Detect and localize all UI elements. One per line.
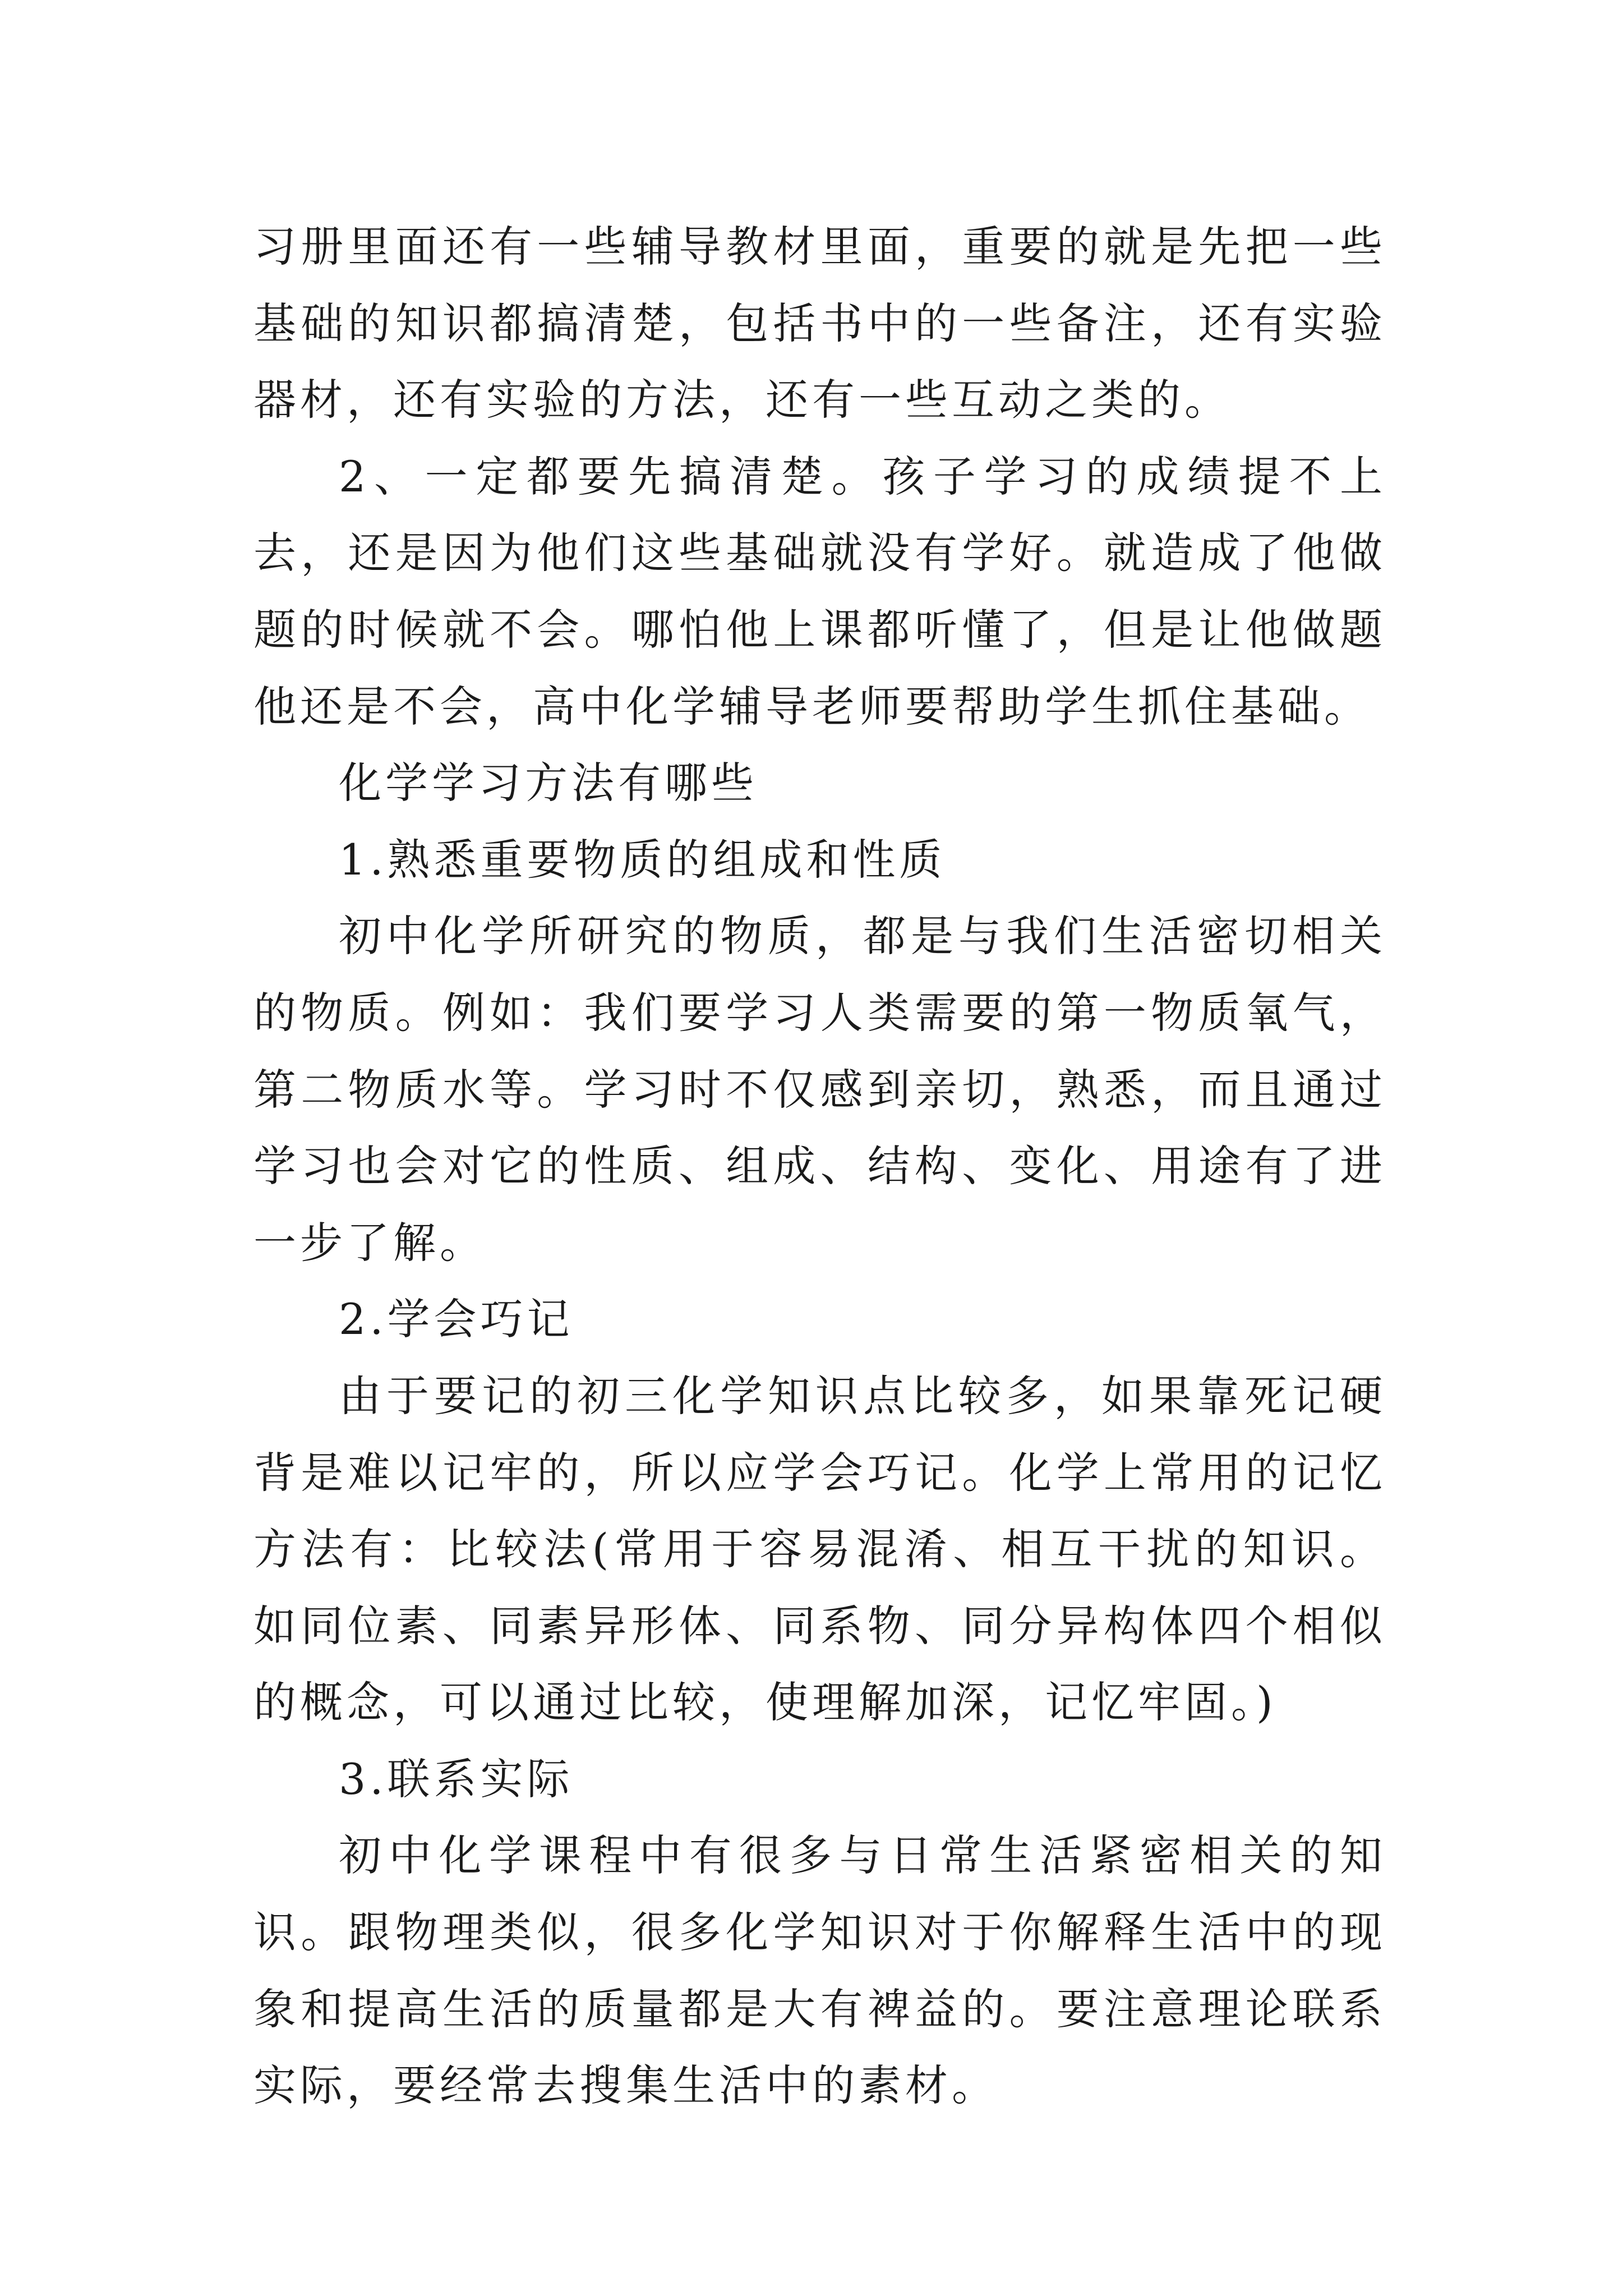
subsection-heading: 3.联系实际 <box>339 1754 574 1804</box>
body-paragraph: 由于要记的初三化学知识点比较多，如果靠死记硬背是难以记牢的，所以应学会巧记。化学上常用的记忆方法有：比较法(常用于容易混淆、相互干扰的知识。如同位素、同素异形体、同系物、同分异构体四个相似的概念，可以通过比较，使理解加深，记忆牢固。) <box>253 1370 1386 1728</box>
subsection-heading: 1.熟悉重要物质的组成和性质 <box>339 834 946 885</box>
body-paragraph: 习册里面还有一些辅导教材里面，重要的就是先把一些基础的知识都搞清楚，包括书中的一些备注，还有实验器材，还有实验的方法，还有一些互动之类的。 <box>253 222 1386 425</box>
subsection-heading: 2.学会巧记 <box>339 1294 574 1345</box>
body-paragraph: 2、一定都要先搞清楚。孩子学习的成绩提不上去，还是因为他们这些基础就没有学好。就造成了他做题的时候就不会。哪怕他上课都听懂了，但是让他做题他还是不会，高中化学辅导老师要帮助学生抓住基础。 <box>253 451 1386 731</box>
body-paragraph: 初中化学课程中有很多与日常生活紧密相关的知识。跟物理类似，很多化学知识对于你解释生活中的现象和提高生活的质量都是大有裨益的。要注意理论联系实际，要经常去搜集生活中的素材。 <box>253 1830 1386 2111</box>
section-heading: 化学学习方法有哪些 <box>339 758 758 808</box>
document-body <box>253 209 1386 2124</box>
body-paragraph: 初中化学所研究的物质，都是与我们生活密切相关的物质。例如：我们要学习人类需要的第一物质氧气，第二物质水等。学习时不仅感到亲切，熟悉，而且通过学习也会对它的性质、组成、结构、变化、用途有了进一步了解。 <box>253 911 1386 1268</box>
